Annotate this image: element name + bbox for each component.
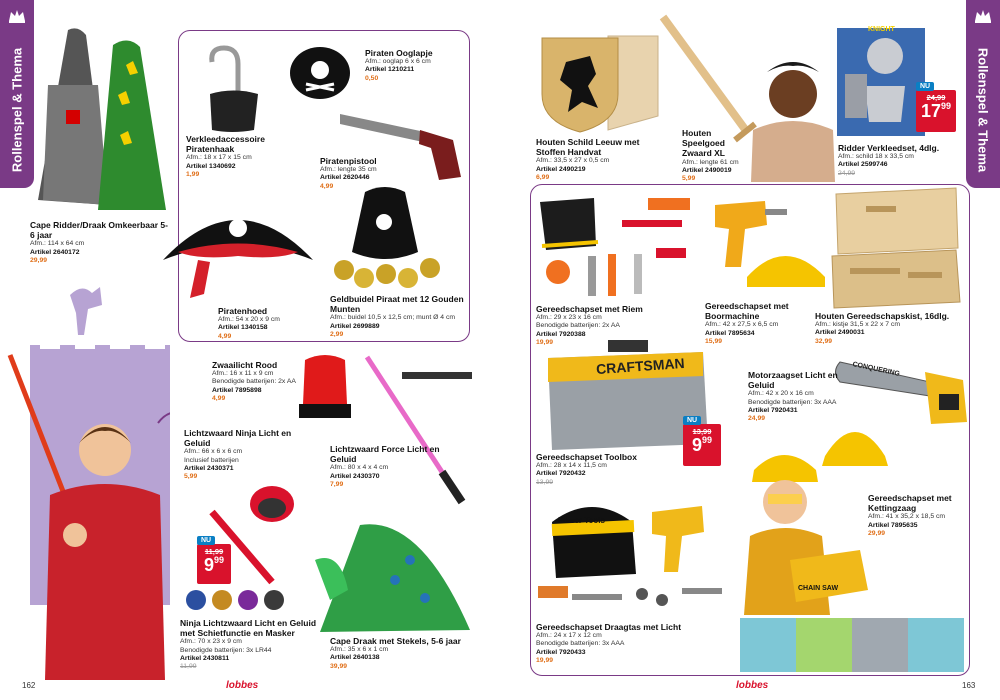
product-dimensions: Afm.: 16 x 11 x 9 cm	[212, 370, 274, 378]
product-article: Artikel 7920431	[748, 406, 798, 414]
power-tools-bag-image	[532, 482, 742, 622]
pirate-eyepatch-image	[280, 38, 360, 108]
product-price: 39,99	[330, 662, 348, 670]
brand-logo: lobbes	[226, 680, 259, 691]
product-cape-draak[interactable]	[330, 636, 470, 671]
product-price: 5,99	[682, 174, 696, 182]
product-houten-gereedschapskist[interactable]	[815, 311, 965, 346]
section-title: Rollenspel & Thema	[975, 47, 991, 173]
product-price: 29,99	[868, 529, 886, 537]
product-article: Artikel 2640172	[30, 248, 80, 256]
brand-logo: lobbes	[736, 680, 769, 691]
product-name: Piraten Ooglapje	[365, 48, 433, 58]
dragon-cape-image	[300, 520, 475, 635]
product-dimensions: Afm.: 66 x 6 x 6 cm	[184, 448, 243, 456]
product-geldbuidel[interactable]	[330, 294, 465, 339]
product-gereedschapset-boormachine[interactable]	[705, 301, 815, 346]
product-article: Artikel 7920388	[536, 330, 586, 338]
knight-package-label: KNIGHT	[868, 26, 895, 33]
product-batteries: Benodigde batterijen: 2x AA	[212, 378, 296, 386]
product-price: 5,99	[184, 472, 198, 480]
product-article: Artikel 2640138	[330, 654, 380, 662]
power-tools-label: Power Tools	[558, 516, 605, 525]
product-article: Artikel 1340692	[186, 162, 236, 170]
product-gereedschapset-draagtas[interactable]	[536, 622, 696, 665]
page-number: 162	[22, 681, 36, 690]
price-badge-ninja	[197, 537, 231, 584]
product-name: Houten Speelgoed Zwaard XL	[682, 128, 725, 159]
product-price: 24,99	[748, 414, 766, 422]
product-batteries: Inclusief batterijen	[184, 456, 239, 464]
product-dimensions: Afm.: 24 x 17 x 12 cm	[536, 632, 602, 640]
product-name: Piratenhoed	[218, 306, 268, 316]
product-article: Artikel 2430811	[180, 654, 230, 662]
page-number: 163	[962, 681, 976, 690]
product-old-price: 11,99	[180, 662, 197, 670]
product-price: 19,99	[536, 338, 554, 346]
tool-belt-set-image	[538, 190, 703, 300]
product-name: Gereedschapset met Boormachine	[705, 301, 789, 322]
product-dimensions: Afm.: 41 x 35,2 x 18,5 cm	[868, 513, 946, 521]
badge-new-price: $9^{99}$	[691, 435, 713, 455]
product-dimensions: Afm.: schild 18 x 33,5 cm	[838, 153, 914, 161]
product-name: Gereedschapset met Kettingzaag	[868, 493, 952, 514]
product-houten-zwaard[interactable]	[682, 128, 752, 183]
drill-helmet-set-image	[705, 195, 830, 300]
product-dimensions: Afm.: 18 x 17 x 15 cm	[186, 154, 252, 162]
product-price: 15,99	[705, 337, 723, 345]
product-price: 29,99	[30, 256, 48, 264]
wooden-shield-image	[538, 34, 663, 134]
product-dimensions: Afm.: buidel 10,5 x 12,5 cm; munt Ø 4 cm	[330, 314, 456, 322]
product-price: 0,50	[365, 74, 379, 82]
product-price: 1,99	[186, 170, 200, 178]
product-name: Houten Gereedschapskist, 16dlg.	[815, 311, 950, 321]
badge-new-price: $17^{99}$	[920, 101, 952, 121]
product-cape-ridder[interactable]	[30, 220, 170, 265]
product-article: Artikel 2490219	[536, 165, 586, 173]
product-dimensions: Afm.: lengte 35 cm	[320, 166, 377, 174]
product-old-price: 13,99	[536, 478, 554, 486]
product-dimensions: Afm.: ooglap 6 x 6 cm	[365, 58, 431, 66]
product-article: Artikel 2430371	[184, 464, 234, 472]
product-dimensions: Afm.: 35 x 6 x 1 cm	[330, 646, 389, 654]
product-name: Zwaailicht Rood	[212, 360, 278, 370]
red-siren-image	[295, 352, 355, 422]
product-article: Artikel 2430370	[330, 472, 380, 480]
product-price: 2,99	[330, 330, 344, 338]
product-article: Artikel 7920433	[536, 648, 586, 656]
product-dimensions: Afm.: lengte 61 cm	[682, 158, 739, 166]
craftsman-label: CRAFTSMAN	[595, 354, 686, 378]
product-name: Ridder Verkleedset, 4dlg.	[838, 143, 940, 153]
product-batteries: Benodigde batterijen: 3x AAA	[748, 398, 837, 406]
product-name: Geldbuidel Piraat met 12 Gouden Munten	[330, 294, 464, 315]
product-batteries: Benodigde batterijen: 3x LR44	[180, 646, 272, 654]
product-article: Artikel 7895898	[212, 386, 262, 394]
product-piratenhaak[interactable]	[186, 134, 296, 179]
cape-knight-dragon-image	[38, 25, 168, 215]
nu-label: NU	[197, 536, 215, 545]
crown-icon	[974, 8, 992, 24]
badge-new-price: $9^{99}$	[203, 555, 225, 575]
nu-label: NU	[683, 416, 701, 425]
product-lichtzwaard-force[interactable]	[330, 444, 440, 489]
product-name: Piratenpistool	[320, 156, 377, 166]
product-name: Ninja Lichtzwaard Licht en Geluid met Schietfunctie en Masker	[180, 618, 317, 639]
pirate-hat-image	[158, 190, 318, 305]
boy-with-chainsaw-image	[740, 440, 970, 675]
product-article: Artikel 7895635	[868, 521, 918, 529]
badge-old-price: 24,99	[926, 93, 946, 102]
wooden-toolbox-image	[826, 184, 966, 309]
crown-icon	[8, 8, 26, 24]
product-dimensions: Afm.: kistje 31,5 x 22 x 7 cm	[815, 321, 900, 329]
product-price: 7,99	[330, 480, 344, 488]
product-price: 4,99	[320, 182, 334, 190]
product-price: 32,99	[815, 337, 833, 345]
product-article: Artikel 2699889	[330, 322, 380, 330]
product-houten-schild[interactable]	[536, 137, 651, 182]
product-name: Houten Schild Leeuw met Stoffen Handvat	[536, 137, 640, 158]
product-dimensions: Afm.: 80 x 4 x 4 cm	[330, 464, 389, 472]
boy-with-lightsaber-image	[5, 345, 170, 680]
chainsaw-label: CONQUERING	[851, 361, 901, 378]
coin-pouch-image	[330, 182, 450, 292]
section-title: Rollenspel & Thema	[9, 47, 25, 173]
price-badge-toolbox	[683, 417, 721, 466]
product-ridder-verkleedset[interactable]	[838, 143, 958, 178]
chainsaw-saw-label: CHAIN SAW	[798, 585, 839, 592]
product-article: Artikel 2620446	[320, 174, 370, 182]
product-dimensions: Afm.: 33,5 x 27 x 0,5 cm	[536, 157, 610, 165]
product-batteries: Benodigde batterijen: 2x AA	[536, 322, 620, 330]
product-dimensions: Afm.: 42 x 27,5 x 6,5 cm	[705, 321, 779, 329]
product-name: Gereedschapset Toolbox	[536, 452, 637, 462]
product-name: Motorzaagset Licht en Geluid	[748, 370, 838, 391]
product-name: Lichtzwaard Ninja Licht en Geluid	[184, 428, 292, 449]
product-dimensions: Afm.: 54 x 20 x 9 cm	[218, 316, 280, 324]
section-tab	[0, 0, 34, 188]
product-dimensions: Afm.: 29 x 23 x 16 cm	[536, 314, 602, 322]
product-article: Artikel 7920432	[536, 470, 586, 478]
knight-set-package-image	[835, 26, 927, 138]
product-article: Artikel 7895634	[705, 329, 755, 337]
product-name: Verkleedaccessoire Piratenhaak	[186, 134, 265, 155]
product-article: Artikel 1210211	[365, 66, 415, 74]
badge-old-price: 11,99	[204, 547, 224, 556]
product-name: Gereedschapset met Riem	[536, 304, 643, 314]
product-dimensions: Afm.: 42 x 20 x 16 cm	[748, 390, 814, 398]
pirate-hook-image	[198, 42, 268, 132]
badge-old-price: 13,99	[692, 427, 712, 436]
product-price: 6,99	[536, 173, 550, 181]
product-price: 4,99	[218, 332, 232, 340]
product-article: Artikel 2599746	[838, 161, 888, 169]
product-dimensions: Afm.: 114 x 64 cm	[30, 240, 85, 248]
product-batteries: Benodigde batterijen: 3x AAA	[536, 640, 625, 648]
product-old-price: 24,99	[838, 169, 856, 177]
price-badge-ridder	[916, 83, 956, 132]
product-name: Gereedschapset Draagtas met Licht	[536, 622, 682, 632]
product-price: 19,99	[536, 656, 554, 664]
product-article: Artikel 1340158	[218, 324, 268, 332]
product-dimensions: Afm.: 28 x 14 x 11,5 cm	[536, 462, 607, 470]
product-name: Lichtzwaard Force Licht en Geluid	[330, 444, 440, 465]
product-article: Artikel 2490031	[815, 329, 865, 337]
right-page	[500, 0, 1000, 700]
product-piratenhoed[interactable]	[218, 306, 318, 341]
product-zwaailicht[interactable]	[212, 360, 302, 403]
product-lichtzwaard-ninja[interactable]	[184, 428, 304, 481]
product-ooglapje[interactable]	[365, 48, 465, 83]
product-dimensions: Afm.: 70 x 23 x 9 cm	[180, 638, 242, 646]
product-name: Cape Draak met Stekels, 5-6 jaar	[330, 636, 461, 646]
section-tab	[966, 0, 1000, 188]
product-price: 4,99	[212, 394, 226, 402]
product-name: Cape Ridder/Draak Omkeerbaar 5-6 jaar	[30, 220, 168, 241]
nu-label: NU	[916, 82, 934, 91]
product-article: Artikel 2490019	[682, 166, 732, 174]
